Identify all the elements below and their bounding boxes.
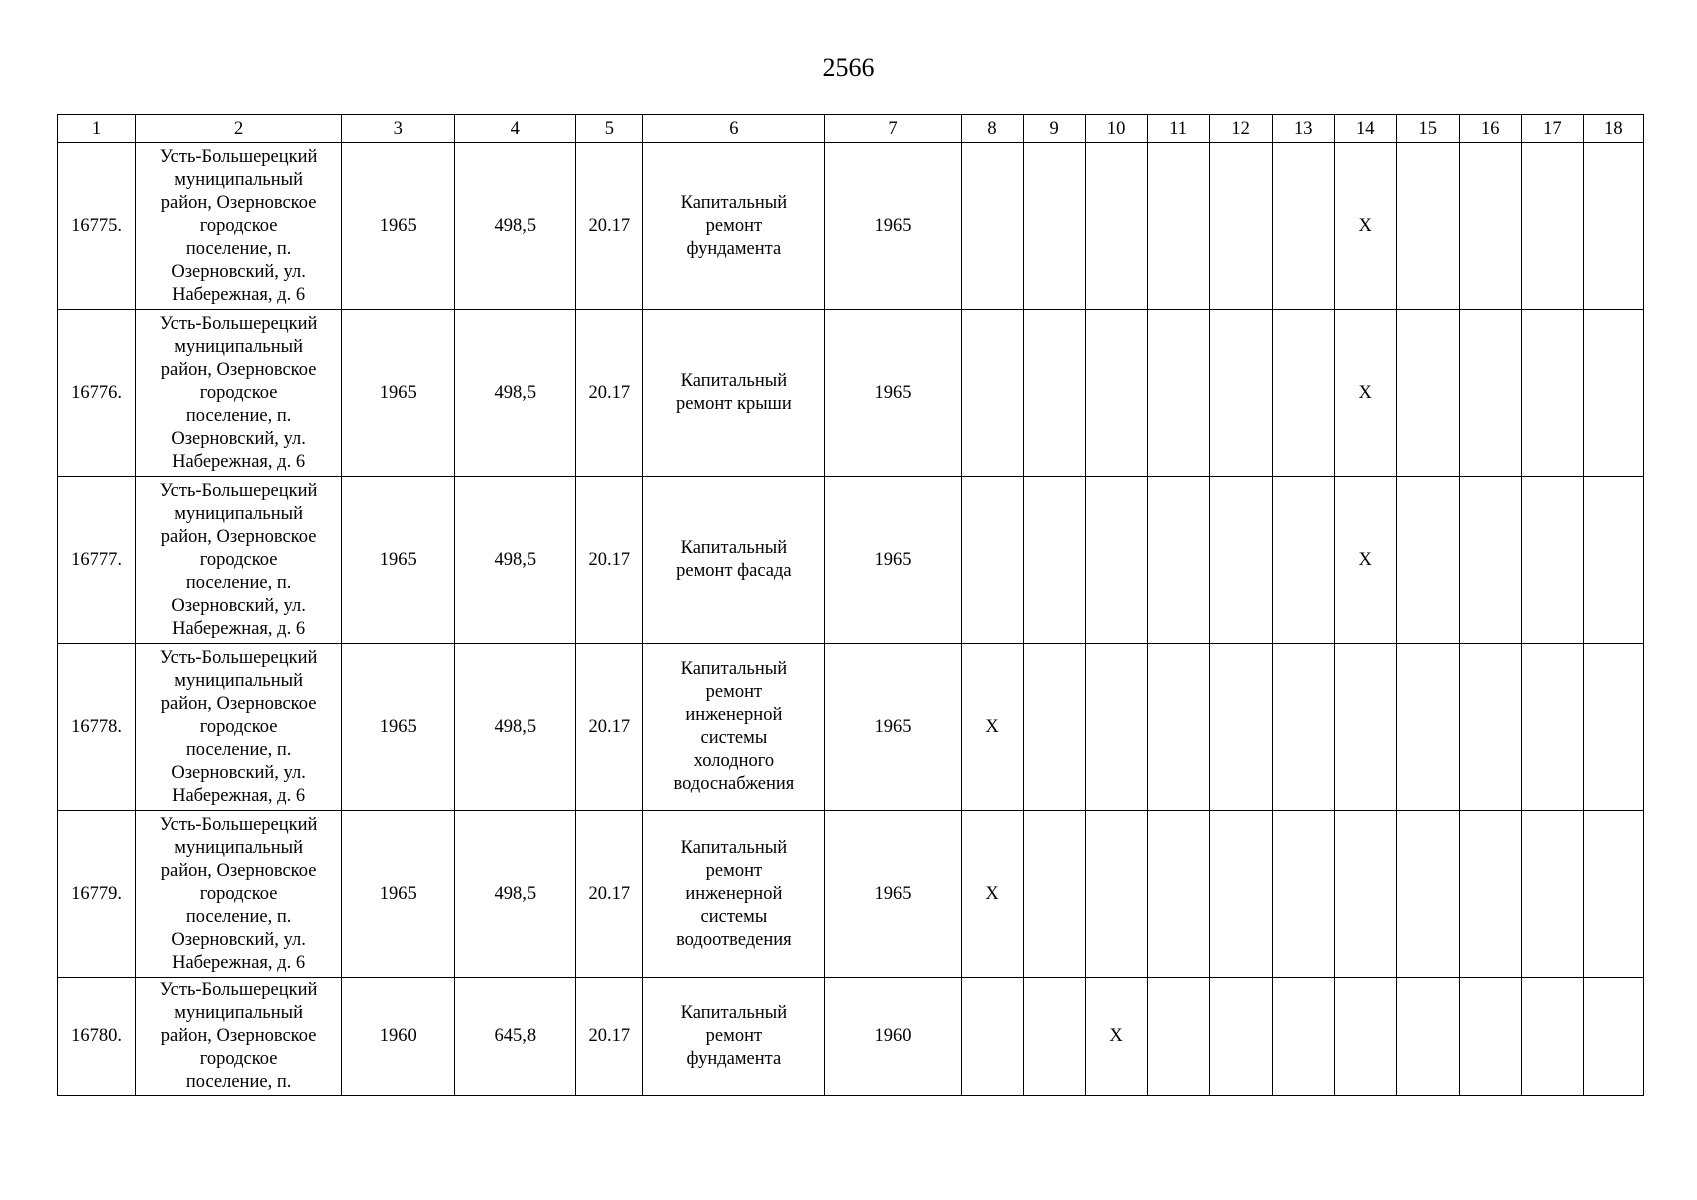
work-type-line: Капитальный xyxy=(680,1003,788,1023)
year-cell-2: 1965 xyxy=(825,644,961,811)
mark-cell-col-8: X xyxy=(961,644,1023,811)
column-header-5: 5 xyxy=(576,115,643,143)
work-type-cell xyxy=(643,978,825,1096)
year-cell: 1965 xyxy=(342,143,455,310)
mark-cell-col-8 xyxy=(961,978,1023,1096)
address-line: район, Озерновское xyxy=(160,526,317,547)
column-header-7: 7 xyxy=(825,115,961,143)
mark-cell-col-11 xyxy=(1147,978,1209,1096)
page-number: 2566 xyxy=(822,53,875,82)
address-line: район, Озерновское xyxy=(160,192,317,213)
work-type-line: Капитальный xyxy=(680,192,788,213)
year-cell: 1965 xyxy=(342,644,455,811)
mark-cell-col-15 xyxy=(1396,477,1459,644)
column-header-18: 18 xyxy=(1583,115,1643,143)
address-line: поселение, п. xyxy=(185,906,292,927)
year-cell-2: 1965 xyxy=(825,477,961,644)
mark-cell-col-18 xyxy=(1583,477,1643,644)
mark-cell-col-18 xyxy=(1583,811,1643,978)
mark-cell-col-17 xyxy=(1521,811,1583,978)
column-header-4: 4 xyxy=(455,115,576,143)
address-line: городское xyxy=(199,1049,278,1069)
mark-cell-col-11 xyxy=(1147,477,1209,644)
year-cell-2: 1965 xyxy=(825,310,961,477)
mark-cell-col-13 xyxy=(1272,477,1334,644)
mark-cell-col-17 xyxy=(1521,978,1583,1096)
address-line: муниципальный xyxy=(174,1003,303,1023)
table-row xyxy=(58,978,1644,1096)
column-header-17: 17 xyxy=(1521,115,1583,143)
mark-cell-col-14 xyxy=(1334,644,1396,811)
table-row xyxy=(58,143,1644,310)
address-line: муниципальный xyxy=(174,169,303,190)
address-line: Набережная, д. 6 xyxy=(172,284,306,305)
row-number-cell: 16776. xyxy=(58,310,136,477)
work-type-line: водоснабжения xyxy=(673,774,795,794)
area-cell: 498,5 xyxy=(455,143,576,310)
year-cell: 1965 xyxy=(342,310,455,477)
work-type-line: инженерной xyxy=(685,883,783,904)
mark-cell-col-14 xyxy=(1334,978,1396,1096)
row-number-cell: 16780. xyxy=(58,978,136,1096)
mark-cell-col-13 xyxy=(1272,310,1334,477)
row-number-cell: 16777. xyxy=(58,477,136,644)
table-body xyxy=(58,143,1644,1096)
column-header-8: 8 xyxy=(961,115,1023,143)
address-line: Усть-Большерецкий xyxy=(159,814,318,835)
column-header-12: 12 xyxy=(1209,115,1272,143)
area-cell: 645,8 xyxy=(455,978,576,1096)
address-line: Набережная, д. 6 xyxy=(172,618,306,639)
mark-cell-col-16 xyxy=(1459,978,1521,1096)
address-cell xyxy=(136,143,342,310)
mark-cell-col-11 xyxy=(1147,811,1209,978)
mark-cell-col-10: X xyxy=(1085,978,1147,1096)
address-line: район, Озерновское xyxy=(160,860,317,881)
address-line: поселение, п. xyxy=(185,572,292,593)
work-type-line: фундамента xyxy=(686,1049,782,1069)
table-row xyxy=(58,811,1644,978)
mark-cell-col-9 xyxy=(1023,310,1085,477)
address-text xyxy=(136,477,341,643)
mark-cell-col-9 xyxy=(1023,978,1085,1096)
year-cell-2: 1960 xyxy=(825,978,961,1096)
mark-cell-col-12 xyxy=(1209,978,1272,1096)
mark-cell-col-13 xyxy=(1272,644,1334,811)
address-line: Усть-Большерецкий xyxy=(159,313,318,334)
address-line: муниципальный xyxy=(174,670,303,691)
work-type-line: фундамента xyxy=(686,238,782,259)
address-line: муниципальный xyxy=(174,503,303,524)
column-header-3: 3 xyxy=(342,115,455,143)
column-header-16: 16 xyxy=(1459,115,1521,143)
year-cell: 1965 xyxy=(342,811,455,978)
mark-cell-col-10 xyxy=(1085,811,1147,978)
mark-cell-col-9 xyxy=(1023,477,1085,644)
row-number-cell: 16775. xyxy=(58,143,136,310)
work-type-line: системы xyxy=(700,906,768,927)
mark-cell-col-15 xyxy=(1396,811,1459,978)
address-line: муниципальный xyxy=(174,336,303,357)
mark-cell-col-11 xyxy=(1147,644,1209,811)
mark-cell-col-16 xyxy=(1459,143,1521,310)
code-cell: 20.17 xyxy=(576,811,643,978)
address-line: поселение, п. xyxy=(185,238,292,259)
mark-cell-col-18 xyxy=(1583,644,1643,811)
mark-cell-col-17 xyxy=(1521,477,1583,644)
address-line: район, Озерновское xyxy=(160,359,317,380)
address-line: район, Озерновское xyxy=(160,693,317,714)
address-line: Усть-Большерецкий xyxy=(159,647,318,668)
column-header-6: 6 xyxy=(643,115,825,143)
address-line: Набережная, д. 6 xyxy=(172,785,306,806)
address-text xyxy=(136,978,341,1096)
mark-cell-col-14: X xyxy=(1334,310,1396,477)
address-cell xyxy=(136,811,342,978)
mark-cell-col-17 xyxy=(1521,143,1583,310)
address-text xyxy=(136,310,341,476)
mark-cell-col-15 xyxy=(1396,978,1459,1096)
mark-cell-col-18 xyxy=(1583,310,1643,477)
address-line: Озерновский, ул. xyxy=(171,762,306,783)
mark-cell-col-9 xyxy=(1023,644,1085,811)
column-header-9: 9 xyxy=(1023,115,1085,143)
work-type-line: холодного xyxy=(693,751,775,771)
row-number-cell: 16778. xyxy=(58,644,136,811)
address-line: Набережная, д. 6 xyxy=(172,451,306,472)
code-cell: 20.17 xyxy=(576,978,643,1096)
column-header-14: 14 xyxy=(1334,115,1396,143)
column-header-1: 1 xyxy=(58,115,136,143)
table-row xyxy=(58,477,1644,644)
area-cell: 498,5 xyxy=(455,811,576,978)
mark-cell-col-13 xyxy=(1272,143,1334,310)
work-type-line: водоотведения xyxy=(676,929,792,950)
address-line: Озерновский, ул. xyxy=(171,261,306,282)
mark-cell-col-12 xyxy=(1209,477,1272,644)
mark-cell-col-13 xyxy=(1272,978,1334,1096)
work-type-cell xyxy=(643,477,825,644)
mark-cell-col-15 xyxy=(1396,143,1459,310)
address-line: Усть-Большерецкий xyxy=(159,480,318,501)
mark-cell-col-10 xyxy=(1085,477,1147,644)
column-header-2: 2 xyxy=(136,115,342,143)
register-table xyxy=(57,114,1644,1096)
address-line: городское xyxy=(199,716,278,737)
mark-cell-col-13 xyxy=(1272,811,1334,978)
mark-cell-col-8 xyxy=(961,143,1023,310)
mark-cell-col-18 xyxy=(1583,978,1643,1096)
address-line: Набережная, д. 6 xyxy=(172,952,306,973)
work-type-cell xyxy=(643,310,825,477)
mark-cell-col-10 xyxy=(1085,644,1147,811)
work-type-line: Капитальный xyxy=(680,659,788,679)
mark-cell-col-16 xyxy=(1459,477,1521,644)
mark-cell-col-14: X xyxy=(1334,143,1396,310)
address-line: городское xyxy=(199,382,278,403)
year-cell-2: 1965 xyxy=(825,143,961,310)
area-cell: 498,5 xyxy=(455,310,576,477)
mark-cell-col-8 xyxy=(961,477,1023,644)
table-row xyxy=(58,644,1644,811)
mark-cell-col-11 xyxy=(1147,143,1209,310)
mark-cell-col-10 xyxy=(1085,310,1147,477)
address-text xyxy=(136,811,341,977)
code-cell: 20.17 xyxy=(576,477,643,644)
table-row xyxy=(58,310,1644,477)
work-type-line: системы xyxy=(700,728,768,748)
address-line: Озерновский, ул. xyxy=(171,929,306,950)
address-cell xyxy=(136,644,342,811)
code-cell: 20.17 xyxy=(576,310,643,477)
mark-cell-col-8 xyxy=(961,310,1023,477)
mark-cell-col-12 xyxy=(1209,811,1272,978)
address-line: поселение, п. xyxy=(185,739,292,760)
mark-cell-col-17 xyxy=(1521,310,1583,477)
mark-cell-col-14: X xyxy=(1334,477,1396,644)
work-type-line: Капитальный xyxy=(680,371,788,391)
code-cell: 20.17 xyxy=(576,143,643,310)
mark-cell-col-17 xyxy=(1521,644,1583,811)
area-cell: 498,5 xyxy=(455,477,576,644)
work-type-line: ремонт крыши xyxy=(675,394,792,414)
mark-cell-col-16 xyxy=(1459,310,1521,477)
mark-cell-col-12 xyxy=(1209,143,1272,310)
column-header-13: 13 xyxy=(1272,115,1334,143)
year-cell: 1960 xyxy=(342,978,455,1096)
address-line: Озерновский, ул. xyxy=(171,595,306,616)
work-type-line: инженерной xyxy=(685,705,783,725)
area-cell: 498,5 xyxy=(455,644,576,811)
address-line: Усть-Большерецкий xyxy=(159,980,318,1000)
table-header-row xyxy=(58,115,1644,143)
address-line: поселение, п. xyxy=(185,405,292,426)
column-header-15: 15 xyxy=(1396,115,1459,143)
mark-cell-col-8: X xyxy=(961,811,1023,978)
row-number-cell: 16779. xyxy=(58,811,136,978)
column-header-10: 10 xyxy=(1085,115,1147,143)
mark-cell-col-14 xyxy=(1334,811,1396,978)
address-cell xyxy=(136,310,342,477)
work-type-cell xyxy=(643,644,825,811)
mark-cell-col-16 xyxy=(1459,811,1521,978)
address-line: район, Озерновское xyxy=(160,1026,317,1046)
mark-cell-col-15 xyxy=(1396,310,1459,477)
mark-cell-col-12 xyxy=(1209,644,1272,811)
mark-cell-col-16 xyxy=(1459,644,1521,811)
work-type-cell xyxy=(643,811,825,978)
address-line: муниципальный xyxy=(174,837,303,858)
year-cell: 1965 xyxy=(342,477,455,644)
mark-cell-col-9 xyxy=(1023,143,1085,310)
mark-cell-col-10 xyxy=(1085,143,1147,310)
work-type-line: Капитальный xyxy=(680,837,788,858)
work-type-line: ремонт xyxy=(705,215,763,236)
mark-cell-col-18 xyxy=(1583,143,1643,310)
address-cell xyxy=(136,477,342,644)
address-line: городское xyxy=(199,215,278,236)
work-type-line: ремонт xyxy=(705,682,763,702)
address-line: поселение, п. xyxy=(185,1072,292,1092)
mark-cell-col-11 xyxy=(1147,310,1209,477)
mark-cell-col-9 xyxy=(1023,811,1085,978)
address-line: Усть-Большерецкий xyxy=(159,146,318,167)
work-type-line: ремонт xyxy=(705,1026,763,1046)
work-type-line: Капитальный xyxy=(680,538,788,558)
code-cell: 20.17 xyxy=(576,644,643,811)
address-line: Озерновский, ул. xyxy=(171,428,306,449)
address-text xyxy=(136,143,341,309)
work-type-line: ремонт xyxy=(705,860,763,881)
address-cell xyxy=(136,978,342,1096)
mark-cell-col-15 xyxy=(1396,644,1459,811)
mark-cell-col-12 xyxy=(1209,310,1272,477)
work-type-line: ремонт фасада xyxy=(676,561,792,581)
address-line: городское xyxy=(199,549,278,570)
address-line: городское xyxy=(199,883,278,904)
address-text xyxy=(136,644,341,810)
year-cell-2: 1965 xyxy=(825,811,961,978)
work-type-cell xyxy=(643,143,825,310)
column-header-11: 11 xyxy=(1147,115,1209,143)
